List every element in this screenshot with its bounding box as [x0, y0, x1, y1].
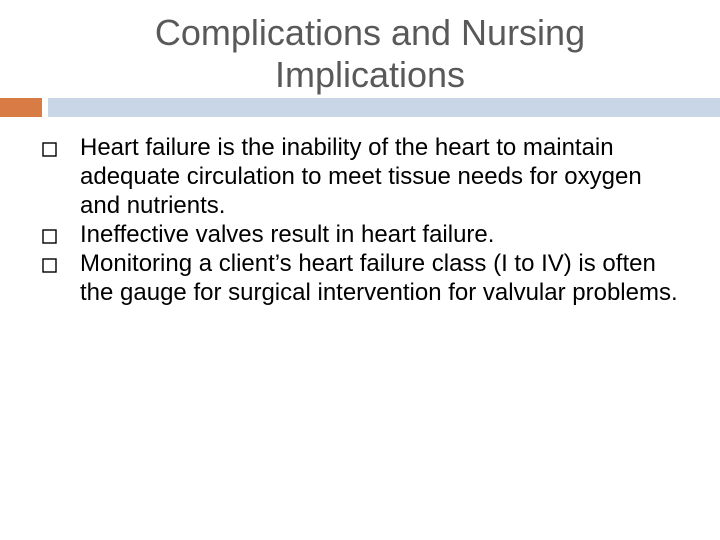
bullet-text: Ineffective valves result in heart failure. — [80, 221, 495, 248]
hollow-square-bullet-icon — [42, 258, 57, 273]
bullet-item — [42, 249, 682, 307]
title-divider-orange-accent — [0, 98, 42, 117]
slide-title-line-2: Implications — [274, 54, 466, 95]
bullet-text: Heart failure is the inability of the heart to maintain adequate circulation to meet tissue needs for oxygen and nutrients. — [80, 134, 642, 219]
bullet-item — [42, 220, 682, 249]
hollow-square-bullet-icon — [42, 229, 57, 244]
bullet-text: Monitoring a client’s heart failure class (I to IV) is often the gauge for surgical intervention for valvular problems. — [80, 250, 678, 306]
slide-title — [60, 12, 680, 96]
bullet-item — [42, 133, 682, 220]
bullet-list — [42, 133, 682, 307]
title-divider-blue-bar — [48, 98, 720, 117]
hollow-square-bullet-icon — [42, 142, 57, 157]
slide-title-line-1: Complications and Nursing — [154, 12, 586, 53]
